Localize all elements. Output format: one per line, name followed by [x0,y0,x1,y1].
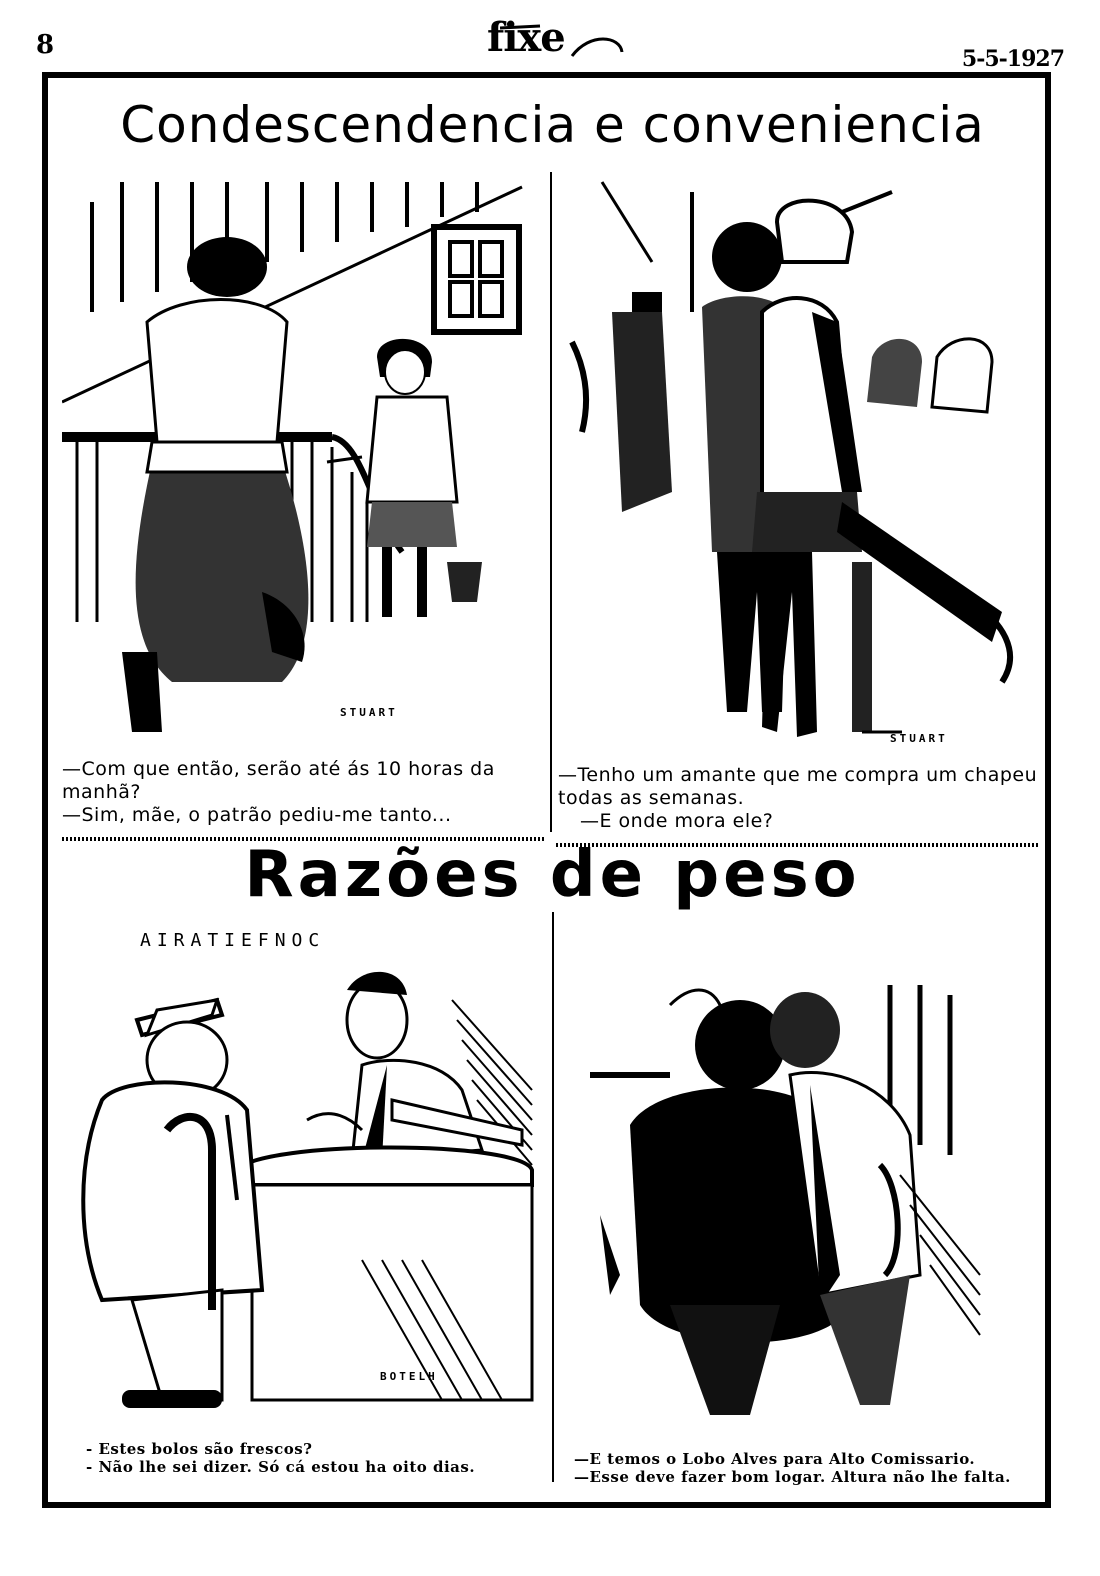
masthead-title: fixe [487,14,565,61]
page-number: 8 [36,30,55,60]
caption-line: —Tenho um amante que me compra um chapeu todas as semanas. [558,764,1038,809]
bottom-column-divider [552,912,554,1482]
bottom-left-signature: BOTELH [380,1370,438,1383]
caption-line: —E onde mora ele? [580,810,774,832]
caption-line: - Estes bolos são frescos? [86,1440,313,1458]
caption-line: - Não lhe sei dizer. Só cá estou ha oito dias. [86,1458,476,1476]
bottom-right-caption [574,1450,1034,1486]
caption-line: —E temos o Lobo Alves para Alto Comissario. [574,1450,976,1468]
shop-sign-text: AIRATIEFNOC [140,930,326,951]
cartoon-mother-daughter-illustration [62,172,542,742]
cartoon-two-women-illustration [562,172,1032,752]
cartoon-bakery-counter-illustration [62,960,542,1430]
caption-line: —Com que então, serão até ás 10 horas da manhã? [62,758,495,803]
top-left-signature: STUART [340,706,398,719]
bottom-cartoon-title: Razões de peso [244,838,861,912]
caption-line: —Sim, mãe, o patrão pediu-me tanto... [62,804,452,826]
top-right-caption [558,764,1046,833]
issue-date: 5-5-1927 [961,46,1064,72]
bottom-left-caption [86,1440,546,1476]
top-left-caption [62,758,548,827]
top-cartoon-title: Condescendencia e conveniencia [120,96,985,154]
cartoon-two-men-illustration [590,975,1000,1435]
top-right-signature: STUART [890,732,948,745]
caption-line: —Esse deve fazer bom logar. Altura não lhe falta. [574,1468,1011,1486]
top-column-divider [550,172,552,832]
